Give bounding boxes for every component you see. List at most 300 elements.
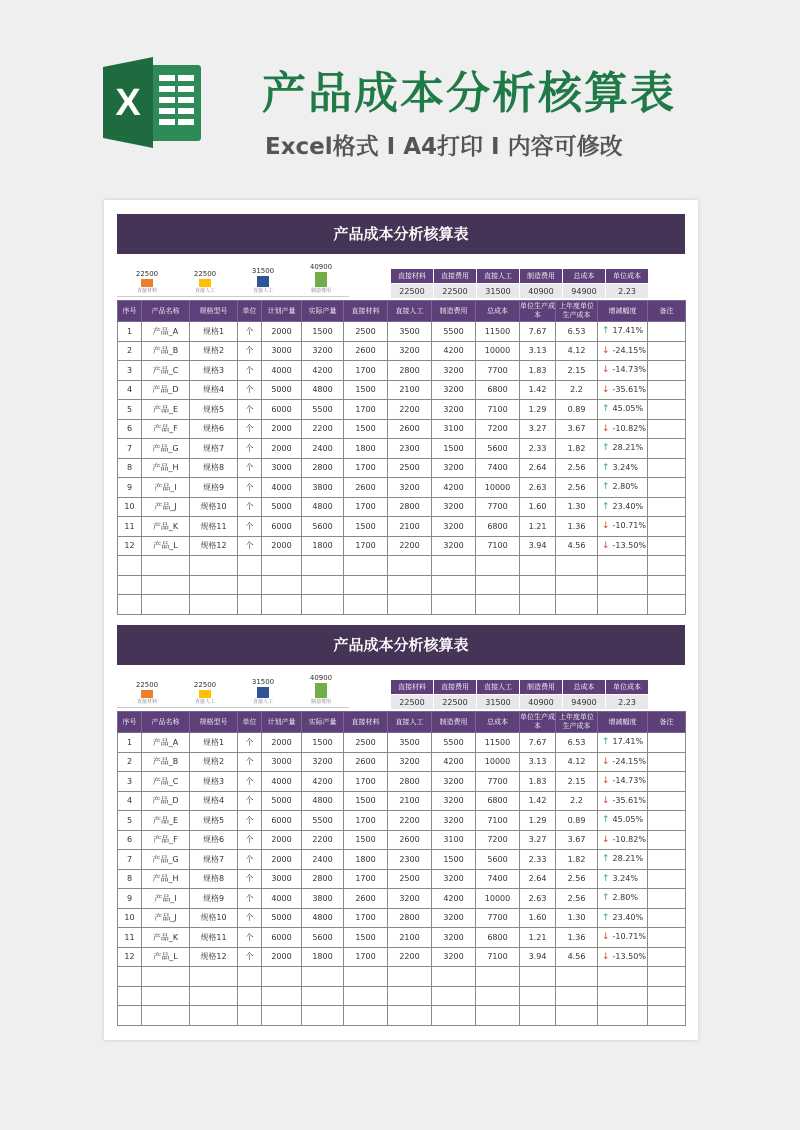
empty-cell[interactable] — [190, 986, 238, 1006]
table-cell[interactable]: 3200 — [432, 458, 476, 478]
table-cell[interactable]: 2.56 — [556, 889, 598, 909]
table-cell[interactable]: 4000 — [262, 361, 302, 381]
table-cell[interactable]: 个 — [238, 400, 262, 420]
table-cell[interactable]: 3.67 — [556, 830, 598, 850]
table-cell[interactable]: 4000 — [262, 889, 302, 909]
table-cell[interactable]: 11500 — [476, 322, 520, 342]
table-cell[interactable]: 6 — [118, 419, 142, 439]
table-cell[interactable]: 个 — [238, 850, 262, 870]
table-cell[interactable]: 3200 — [432, 928, 476, 948]
empty-cell[interactable] — [344, 1006, 388, 1026]
table-cell[interactable] — [598, 341, 648, 361]
table-cell[interactable] — [598, 733, 648, 753]
table-cell[interactable]: 2800 — [388, 497, 432, 517]
table-cell[interactable]: 规格3 — [190, 361, 238, 381]
empty-cell[interactable] — [302, 967, 344, 987]
table-cell[interactable]: 2.2 — [556, 380, 598, 400]
table-cell[interactable]: 1.82 — [556, 850, 598, 870]
table-cell[interactable]: 2200 — [302, 419, 344, 439]
summary-value-cell[interactable]: 22500 — [391, 284, 434, 299]
empty-cell[interactable] — [556, 595, 598, 615]
empty-cell[interactable] — [262, 556, 302, 576]
empty-cell[interactable] — [388, 1006, 432, 1026]
empty-cell[interactable] — [388, 595, 432, 615]
table-cell[interactable]: 1500 — [344, 830, 388, 850]
empty-cell[interactable] — [262, 575, 302, 595]
table-cell[interactable]: 7200 — [476, 830, 520, 850]
table-cell[interactable]: 2500 — [344, 322, 388, 342]
table-cell[interactable]: 3000 — [262, 458, 302, 478]
table-cell[interactable]: 1500 — [302, 733, 344, 753]
empty-cell[interactable] — [648, 556, 686, 576]
table-cell[interactable]: 个 — [238, 517, 262, 537]
table-cell[interactable]: 产品_K — [142, 928, 190, 948]
table-cell[interactable]: 5000 — [262, 497, 302, 517]
table-cell[interactable]: 规格5 — [190, 400, 238, 420]
table-cell[interactable]: 2200 — [388, 400, 432, 420]
table-cell[interactable]: 7700 — [476, 908, 520, 928]
empty-cell[interactable] — [598, 575, 648, 595]
empty-cell[interactable] — [262, 967, 302, 987]
table-cell[interactable]: 7200 — [476, 419, 520, 439]
table-cell[interactable]: 1 — [118, 322, 142, 342]
table-cell[interactable]: 规格3 — [190, 772, 238, 792]
table-cell[interactable]: 1500 — [344, 791, 388, 811]
table-cell[interactable]: 1.60 — [520, 908, 556, 928]
empty-cell[interactable] — [388, 967, 432, 987]
table-cell[interactable]: 2600 — [344, 478, 388, 498]
table-cell[interactable] — [648, 361, 686, 381]
empty-cell[interactable] — [262, 986, 302, 1006]
table-cell[interactable] — [648, 478, 686, 498]
table-cell[interactable]: 规格2 — [190, 752, 238, 772]
table-cell[interactable]: 产品_D — [142, 791, 190, 811]
table-cell[interactable]: 6.53 — [556, 322, 598, 342]
empty-cell[interactable] — [432, 967, 476, 987]
table-cell[interactable]: 产品_C — [142, 361, 190, 381]
table-cell[interactable]: 2000 — [262, 850, 302, 870]
table-cell[interactable]: 2100 — [388, 791, 432, 811]
table-cell[interactable]: 4200 — [432, 889, 476, 909]
table-cell[interactable]: 3.67 — [556, 419, 598, 439]
table-cell[interactable]: 0.89 — [556, 811, 598, 831]
table-cell[interactable]: 5 — [118, 400, 142, 420]
table-cell[interactable]: 2800 — [388, 772, 432, 792]
table-cell[interactable]: 4800 — [302, 380, 344, 400]
empty-cell[interactable] — [142, 595, 190, 615]
empty-cell[interactable] — [648, 595, 686, 615]
table-cell[interactable]: 3200 — [388, 889, 432, 909]
empty-cell[interactable] — [520, 986, 556, 1006]
table-cell[interactable]: 5000 — [262, 791, 302, 811]
table-cell[interactable] — [648, 830, 686, 850]
table-cell[interactable]: 6800 — [476, 380, 520, 400]
table-cell[interactable]: 2500 — [388, 869, 432, 889]
table-cell[interactable]: 3.94 — [520, 536, 556, 556]
table-cell[interactable]: 产品_G — [142, 439, 190, 459]
table-cell[interactable] — [648, 928, 686, 948]
empty-cell[interactable] — [598, 967, 648, 987]
table-cell[interactable]: 3200 — [432, 361, 476, 381]
table-cell[interactable]: 7700 — [476, 772, 520, 792]
table-cell[interactable]: 3200 — [432, 869, 476, 889]
table-cell[interactable]: 10000 — [476, 341, 520, 361]
table-cell[interactable]: 产品_H — [142, 458, 190, 478]
table-cell[interactable]: 3500 — [388, 322, 432, 342]
table-cell[interactable]: 6800 — [476, 791, 520, 811]
table-cell[interactable]: 3.27 — [520, 830, 556, 850]
table-cell[interactable]: 4200 — [432, 341, 476, 361]
empty-cell[interactable] — [238, 967, 262, 987]
empty-cell[interactable] — [344, 967, 388, 987]
empty-cell[interactable] — [476, 1006, 520, 1026]
table-cell[interactable] — [598, 850, 648, 870]
table-cell[interactable]: 1.42 — [520, 380, 556, 400]
table-cell[interactable] — [648, 497, 686, 517]
table-cell[interactable]: 个 — [238, 791, 262, 811]
table-cell[interactable]: 3 — [118, 772, 142, 792]
summary-value-cell[interactable]: 31500 — [477, 284, 520, 299]
empty-cell[interactable] — [520, 1006, 556, 1026]
table-cell[interactable]: 1500 — [344, 380, 388, 400]
table-cell[interactable]: 规格9 — [190, 478, 238, 498]
table-cell[interactable]: 规格6 — [190, 419, 238, 439]
table-cell[interactable]: 2200 — [302, 830, 344, 850]
table-cell[interactable]: 3100 — [432, 419, 476, 439]
table-cell[interactable] — [598, 928, 648, 948]
empty-cell[interactable] — [598, 595, 648, 615]
table-cell[interactable]: 1700 — [344, 361, 388, 381]
table-cell[interactable]: 2600 — [388, 419, 432, 439]
empty-cell[interactable] — [648, 1006, 686, 1026]
table-cell[interactable]: 2000 — [262, 536, 302, 556]
table-cell[interactable]: 2300 — [388, 850, 432, 870]
empty-cell[interactable] — [476, 556, 520, 576]
table-cell[interactable] — [598, 478, 648, 498]
table-cell[interactable] — [648, 791, 686, 811]
empty-cell[interactable] — [344, 556, 388, 576]
table-cell[interactable]: 产品_F — [142, 830, 190, 850]
table-cell[interactable]: 产品_G — [142, 850, 190, 870]
table-cell[interactable] — [648, 341, 686, 361]
table-cell[interactable]: 2.64 — [520, 869, 556, 889]
table-cell[interactable]: 个 — [238, 947, 262, 967]
empty-cell[interactable] — [388, 556, 432, 576]
table-cell[interactable]: 3.13 — [520, 752, 556, 772]
empty-cell[interactable] — [190, 556, 238, 576]
table-cell[interactable]: 规格10 — [190, 908, 238, 928]
empty-cell[interactable] — [598, 1006, 648, 1026]
table-cell[interactable] — [648, 380, 686, 400]
table-cell[interactable]: 2000 — [262, 733, 302, 753]
table-cell[interactable]: 2200 — [388, 536, 432, 556]
table-cell[interactable]: 个 — [238, 733, 262, 753]
table-cell[interactable]: 产品_E — [142, 400, 190, 420]
table-cell[interactable]: 7100 — [476, 811, 520, 831]
table-cell[interactable]: 1500 — [432, 439, 476, 459]
table-cell[interactable] — [598, 497, 648, 517]
table-cell[interactable]: 产品_J — [142, 908, 190, 928]
table-cell[interactable]: 5 — [118, 811, 142, 831]
empty-cell[interactable] — [520, 556, 556, 576]
table-cell[interactable]: 7700 — [476, 497, 520, 517]
table-cell[interactable]: 个 — [238, 478, 262, 498]
table-cell[interactable]: 1.21 — [520, 928, 556, 948]
empty-cell[interactable] — [476, 967, 520, 987]
summary-value-cell[interactable]: 22500 — [434, 695, 477, 710]
table-cell[interactable] — [648, 322, 686, 342]
table-cell[interactable]: 7.67 — [520, 733, 556, 753]
table-cell[interactable]: 5500 — [302, 811, 344, 831]
table-cell[interactable]: 2.15 — [556, 772, 598, 792]
empty-cell[interactable] — [432, 575, 476, 595]
table-cell[interactable]: 1800 — [344, 439, 388, 459]
table-cell[interactable] — [598, 947, 648, 967]
table-cell[interactable]: 10000 — [476, 752, 520, 772]
table-cell[interactable]: 1500 — [302, 322, 344, 342]
table-cell[interactable]: 4800 — [302, 791, 344, 811]
table-cell[interactable]: 7 — [118, 439, 142, 459]
table-cell[interactable]: 1 — [118, 733, 142, 753]
table-cell[interactable]: 1500 — [344, 517, 388, 537]
summary-value-cell[interactable]: 94900 — [563, 695, 606, 710]
table-cell[interactable]: 11 — [118, 517, 142, 537]
table-cell[interactable]: 规格1 — [190, 733, 238, 753]
table-cell[interactable] — [648, 458, 686, 478]
table-cell[interactable]: 规格9 — [190, 889, 238, 909]
table-cell[interactable]: 2000 — [262, 947, 302, 967]
empty-cell[interactable] — [118, 556, 142, 576]
empty-cell[interactable] — [118, 575, 142, 595]
table-cell[interactable]: 产品_I — [142, 889, 190, 909]
table-cell[interactable]: 5500 — [302, 400, 344, 420]
table-cell[interactable]: 9 — [118, 889, 142, 909]
table-cell[interactable]: 5000 — [262, 380, 302, 400]
table-cell[interactable]: 个 — [238, 380, 262, 400]
table-cell[interactable]: 2.56 — [556, 458, 598, 478]
table-cell[interactable]: 个 — [238, 458, 262, 478]
table-cell[interactable]: 1700 — [344, 869, 388, 889]
table-cell[interactable] — [598, 811, 648, 831]
empty-cell[interactable] — [302, 556, 344, 576]
table-cell[interactable]: 规格11 — [190, 517, 238, 537]
summary-value-cell[interactable]: 40900 — [520, 695, 563, 710]
table-cell[interactable]: 产品_L — [142, 536, 190, 556]
table-cell[interactable]: 5500 — [432, 322, 476, 342]
table-cell[interactable]: 2000 — [262, 322, 302, 342]
summary-value-cell[interactable]: 40900 — [520, 284, 563, 299]
empty-cell[interactable] — [238, 575, 262, 595]
table-cell[interactable]: 3 — [118, 361, 142, 381]
table-cell[interactable]: 规格4 — [190, 791, 238, 811]
table-cell[interactable] — [598, 380, 648, 400]
table-cell[interactable]: 12 — [118, 536, 142, 556]
table-cell[interactable]: 7100 — [476, 947, 520, 967]
empty-cell[interactable] — [556, 575, 598, 595]
table-cell[interactable]: 3800 — [302, 478, 344, 498]
empty-cell[interactable] — [118, 967, 142, 987]
table-cell[interactable]: 个 — [238, 361, 262, 381]
table-cell[interactable]: 产品_A — [142, 322, 190, 342]
table-cell[interactable] — [648, 400, 686, 420]
table-cell[interactable]: 规格11 — [190, 928, 238, 948]
table-cell[interactable]: 1700 — [344, 908, 388, 928]
table-cell[interactable]: 产品_C — [142, 772, 190, 792]
empty-cell[interactable] — [598, 556, 648, 576]
empty-cell[interactable] — [142, 967, 190, 987]
table-cell[interactable]: 6000 — [262, 517, 302, 537]
table-cell[interactable]: 1800 — [302, 536, 344, 556]
table-cell[interactable]: 6800 — [476, 928, 520, 948]
empty-cell[interactable] — [432, 1006, 476, 1026]
table-cell[interactable] — [648, 811, 686, 831]
table-cell[interactable]: 4200 — [432, 752, 476, 772]
table-cell[interactable]: 1.83 — [520, 772, 556, 792]
table-cell[interactable] — [648, 947, 686, 967]
table-cell[interactable]: 4800 — [302, 497, 344, 517]
table-cell[interactable]: 2200 — [388, 947, 432, 967]
empty-cell[interactable] — [432, 986, 476, 1006]
table-cell[interactable] — [648, 772, 686, 792]
table-cell[interactable] — [598, 458, 648, 478]
table-cell[interactable]: 3.94 — [520, 947, 556, 967]
table-cell[interactable]: 4200 — [432, 478, 476, 498]
table-cell[interactable]: 3200 — [432, 772, 476, 792]
table-cell[interactable]: 4800 — [302, 908, 344, 928]
table-cell[interactable]: 2.33 — [520, 850, 556, 870]
table-cell[interactable]: 规格7 — [190, 850, 238, 870]
table-cell[interactable]: 规格7 — [190, 439, 238, 459]
empty-cell[interactable] — [476, 986, 520, 1006]
empty-cell[interactable] — [118, 986, 142, 1006]
table-cell[interactable]: 7400 — [476, 458, 520, 478]
table-cell[interactable]: 个 — [238, 497, 262, 517]
table-cell[interactable]: 2800 — [302, 458, 344, 478]
summary-value-cell[interactable]: 2.23 — [606, 284, 649, 299]
empty-cell[interactable] — [344, 595, 388, 615]
table-cell[interactable]: 2400 — [302, 439, 344, 459]
empty-cell[interactable] — [302, 986, 344, 1006]
table-cell[interactable]: 3.27 — [520, 419, 556, 439]
empty-cell[interactable] — [648, 967, 686, 987]
empty-cell[interactable] — [190, 967, 238, 987]
summary-value-cell[interactable]: 94900 — [563, 284, 606, 299]
table-cell[interactable]: 11 — [118, 928, 142, 948]
table-cell[interactable]: 10000 — [476, 478, 520, 498]
empty-cell[interactable] — [556, 986, 598, 1006]
empty-cell[interactable] — [556, 556, 598, 576]
table-cell[interactable]: 2500 — [344, 733, 388, 753]
empty-cell[interactable] — [142, 1006, 190, 1026]
table-cell[interactable]: 个 — [238, 322, 262, 342]
table-cell[interactable]: 个 — [238, 536, 262, 556]
empty-cell[interactable] — [238, 595, 262, 615]
empty-cell[interactable] — [556, 1006, 598, 1026]
table-cell[interactable] — [598, 419, 648, 439]
table-cell[interactable]: 规格1 — [190, 322, 238, 342]
empty-cell[interactable] — [388, 575, 432, 595]
table-cell[interactable]: 产品_E — [142, 811, 190, 831]
table-cell[interactable]: 1700 — [344, 536, 388, 556]
empty-cell[interactable] — [648, 575, 686, 595]
table-cell[interactable]: 2.2 — [556, 791, 598, 811]
table-cell[interactable]: 4.12 — [556, 341, 598, 361]
table-cell[interactable]: 1500 — [344, 928, 388, 948]
table-cell[interactable]: 4200 — [302, 361, 344, 381]
table-cell[interactable]: 1.21 — [520, 517, 556, 537]
table-cell[interactable]: 10000 — [476, 889, 520, 909]
table-cell[interactable]: 1.30 — [556, 497, 598, 517]
empty-cell[interactable] — [302, 595, 344, 615]
summary-value-cell[interactable]: 31500 — [477, 695, 520, 710]
table-cell[interactable]: 7400 — [476, 869, 520, 889]
table-cell[interactable]: 3200 — [432, 908, 476, 928]
table-cell[interactable]: 4.56 — [556, 536, 598, 556]
empty-cell[interactable] — [344, 986, 388, 1006]
table-cell[interactable]: 规格10 — [190, 497, 238, 517]
table-cell[interactable]: 产品_L — [142, 947, 190, 967]
table-cell[interactable]: 10 — [118, 908, 142, 928]
table-cell[interactable]: 产品_B — [142, 341, 190, 361]
table-cell[interactable] — [648, 733, 686, 753]
table-cell[interactable]: 3500 — [388, 733, 432, 753]
table-cell[interactable] — [598, 791, 648, 811]
table-cell[interactable]: 1800 — [302, 947, 344, 967]
table-cell[interactable]: 产品_F — [142, 419, 190, 439]
empty-cell[interactable] — [118, 1006, 142, 1026]
table-cell[interactable]: 2100 — [388, 928, 432, 948]
table-cell[interactable]: 3000 — [262, 341, 302, 361]
table-cell[interactable]: 0.89 — [556, 400, 598, 420]
table-cell[interactable]: 产品_A — [142, 733, 190, 753]
empty-cell[interactable] — [476, 595, 520, 615]
table-cell[interactable]: 个 — [238, 341, 262, 361]
table-cell[interactable] — [648, 419, 686, 439]
table-cell[interactable]: 2000 — [262, 419, 302, 439]
table-cell[interactable] — [598, 361, 648, 381]
table-cell[interactable]: 6000 — [262, 811, 302, 831]
table-cell[interactable] — [598, 400, 648, 420]
table-cell[interactable]: 2 — [118, 752, 142, 772]
table-cell[interactable]: 3000 — [262, 752, 302, 772]
table-cell[interactable]: 12 — [118, 947, 142, 967]
table-cell[interactable]: 1.29 — [520, 811, 556, 831]
table-cell[interactable]: 规格2 — [190, 341, 238, 361]
table-cell[interactable] — [648, 908, 686, 928]
table-cell[interactable]: 个 — [238, 889, 262, 909]
table-cell[interactable]: 1700 — [344, 772, 388, 792]
table-cell[interactable]: 3000 — [262, 869, 302, 889]
table-cell[interactable]: 规格8 — [190, 869, 238, 889]
table-cell[interactable]: 1.36 — [556, 517, 598, 537]
table-cell[interactable]: 1.82 — [556, 439, 598, 459]
table-cell[interactable]: 3200 — [302, 752, 344, 772]
table-cell[interactable]: 2100 — [388, 380, 432, 400]
table-cell[interactable]: 7.67 — [520, 322, 556, 342]
table-cell[interactable]: 3200 — [432, 791, 476, 811]
empty-cell[interactable] — [520, 575, 556, 595]
table-cell[interactable]: 2100 — [388, 517, 432, 537]
table-cell[interactable]: 1.30 — [556, 908, 598, 928]
table-cell[interactable]: 1700 — [344, 811, 388, 831]
table-cell[interactable]: 2000 — [262, 439, 302, 459]
table-cell[interactable] — [598, 869, 648, 889]
table-cell[interactable]: 2.15 — [556, 361, 598, 381]
table-cell[interactable]: 6000 — [262, 400, 302, 420]
table-cell[interactable]: 1.83 — [520, 361, 556, 381]
table-cell[interactable]: 5600 — [476, 439, 520, 459]
table-cell[interactable]: 4 — [118, 791, 142, 811]
